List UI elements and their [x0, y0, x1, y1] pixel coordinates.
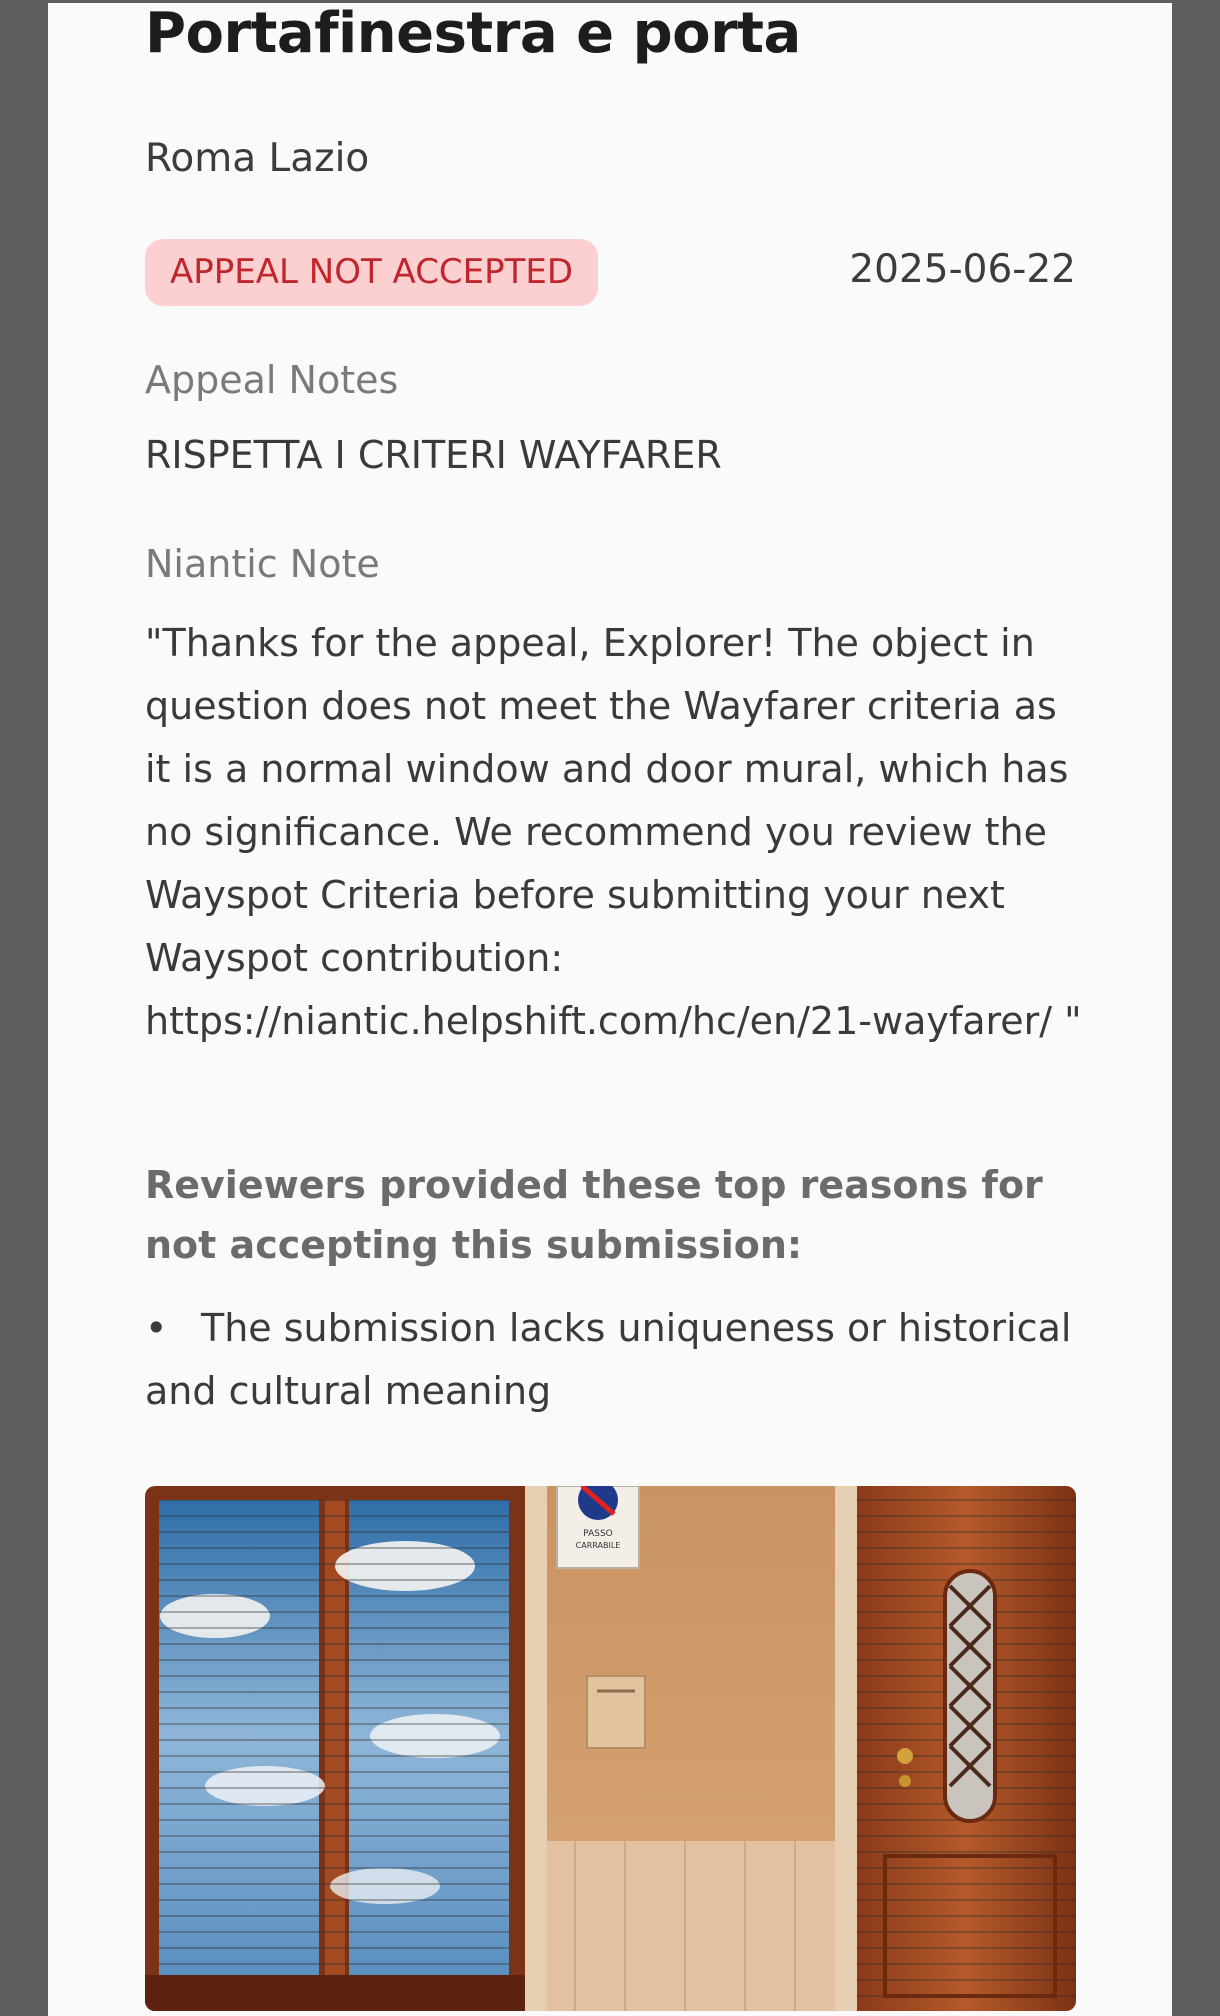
list-item	[145, 1297, 1085, 1423]
niantic-note-text: "Thanks for the appeal, Explorer! The object in question does not meet the Wayfarer criteria as it is a normal window and door mural, which has no significance. We recommend you review the Wayspot Criteria before submitting your next Wayspot contribution: https://niantic.helpshift.com/hc/en/21-wayfarer/ "	[145, 621, 1082, 1043]
submission-card	[48, 3, 1172, 2016]
sign-text-line1: PASSO	[583, 1529, 613, 1539]
niantic-note-label: Niantic Note	[145, 542, 380, 586]
sign-text-line2: CARRABILE	[575, 1541, 621, 1550]
status-date: 2025-06-22	[849, 247, 1076, 292]
reviewer-reasons-list	[145, 1297, 1085, 1423]
reviewer-reasons-heading: Reviewers provided these top reasons for not accepting this submission:	[145, 1163, 1043, 1267]
appeal-notes-label: Appeal Notes	[145, 358, 399, 402]
appeal-notes-text: RISPETTA I CRITERI WAYFARER	[145, 433, 722, 477]
submission-location: Roma Lazio	[145, 136, 370, 181]
submission-title: Portafinestra e porta	[145, 3, 801, 66]
status-badge: APPEAL NOT ACCEPTED	[145, 239, 598, 306]
submission-photo[interactable]	[145, 1486, 1076, 2011]
bullet-icon: •	[145, 1306, 168, 1350]
reason-text: The submission lacks uniqueness or historical and cultural meaning	[145, 1306, 1072, 1413]
